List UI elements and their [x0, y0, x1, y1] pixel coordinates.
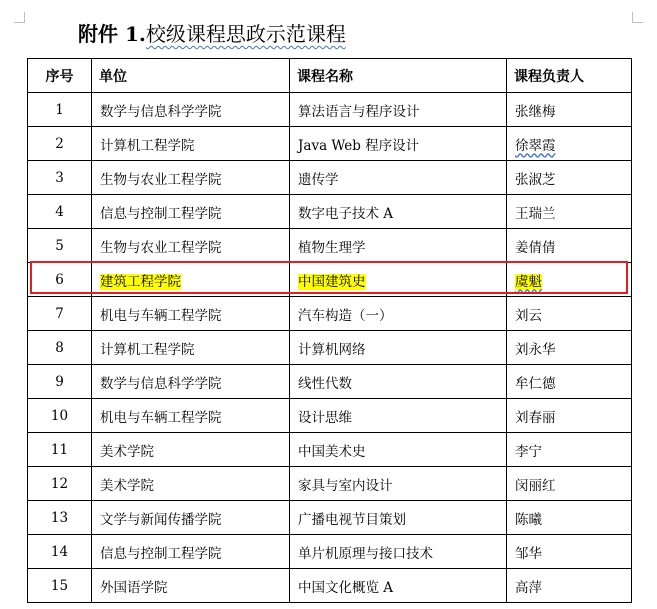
cell-lead	[507, 467, 632, 501]
table-row	[28, 331, 632, 365]
page-corner-mark-right	[632, 12, 643, 23]
cell-lead	[507, 161, 632, 195]
cell-lead-text: 刘云	[515, 307, 542, 324]
header-course: 课程名称	[290, 59, 507, 93]
cell-course-text: 遗传学	[298, 171, 339, 188]
cell-no	[28, 93, 92, 127]
cell-unit	[92, 433, 290, 467]
cell-course	[290, 365, 507, 399]
cell-lead-text: 牟仁德	[515, 375, 556, 392]
cell-lead-text: 邹华	[515, 545, 542, 562]
title-prefix: 附件 1.	[78, 22, 146, 46]
cell-lead	[507, 229, 632, 263]
cell-course-text: 线性代数	[298, 375, 352, 392]
cell-unit	[92, 297, 290, 331]
cell-course-text: 计算机网络	[298, 341, 366, 358]
cell-unit-text: 文学与新闻传播学院	[100, 511, 222, 528]
cell-no	[28, 161, 92, 195]
cell-lead	[507, 297, 632, 331]
cell-lead-text: 张继梅	[515, 103, 556, 120]
table-row	[28, 433, 632, 467]
cell-unit	[92, 93, 290, 127]
cell-course	[290, 93, 507, 127]
table-row	[28, 399, 632, 433]
cell-course	[290, 127, 507, 161]
table-row	[28, 365, 632, 399]
cell-lead-text: 徐翠霞	[515, 137, 556, 154]
table-row	[28, 195, 632, 229]
cell-unit-text: 生物与农业工程学院	[100, 239, 222, 256]
cell-course	[290, 501, 507, 535]
cell-no-text: 11	[50, 441, 69, 458]
cell-unit	[92, 127, 290, 161]
table-row	[28, 535, 632, 569]
cell-unit	[92, 501, 290, 535]
cell-unit-text: 外国语学院	[100, 579, 168, 596]
cell-no-text: 3	[55, 169, 64, 186]
table-row	[28, 263, 632, 297]
page-corner-mark-left	[14, 12, 25, 23]
header-lead: 课程负责人	[507, 59, 632, 93]
table-row	[28, 467, 632, 501]
cell-unit-text: 信息与控制工程学院	[100, 545, 222, 562]
cell-lead-text: 陈曦	[515, 511, 542, 528]
title-main: 校级课程思政示范课程	[145, 22, 346, 46]
table-row	[28, 501, 632, 535]
cell-lead-text: 王瑞兰	[515, 205, 556, 222]
table-row	[28, 127, 632, 161]
cell-course	[290, 331, 507, 365]
cell-lead	[507, 399, 632, 433]
cell-unit-text: 数学与信息科学学院	[100, 375, 222, 392]
cell-unit	[92, 569, 290, 603]
cell-course	[290, 229, 507, 263]
header-unit: 单位	[92, 59, 290, 93]
cell-unit-text: 数学与信息科学学院	[100, 103, 222, 120]
cell-course	[290, 569, 507, 603]
cell-no-text: 13	[50, 509, 69, 526]
cell-lead-text: 姜倩倩	[515, 239, 556, 256]
cell-no-text: 5	[55, 237, 64, 254]
cell-unit	[92, 535, 290, 569]
cell-course-text: 汽车构造（一）	[298, 307, 393, 324]
cell-unit	[92, 399, 290, 433]
cell-no-text: 4	[55, 203, 64, 220]
header-no: 序号	[28, 59, 92, 93]
cell-unit-text: 计算机工程学院	[100, 137, 195, 154]
table-header-row	[28, 59, 632, 93]
cell-unit-text: 机电与车辆工程学院	[100, 307, 222, 324]
cell-lead-text: 虞魁	[515, 273, 542, 290]
cell-course-text: 广播电视节目策划	[298, 511, 406, 528]
cell-no-text: 15	[50, 577, 69, 594]
cell-no	[28, 399, 92, 433]
document-title	[78, 20, 346, 48]
cell-unit	[92, 467, 290, 501]
cell-unit	[92, 263, 290, 297]
cell-no	[28, 569, 92, 603]
cell-course	[290, 161, 507, 195]
cell-course	[290, 297, 507, 331]
cell-lead	[507, 535, 632, 569]
cell-lead	[507, 93, 632, 127]
cell-no	[28, 535, 92, 569]
cell-lead	[507, 331, 632, 365]
cell-course-text: 算法语言与程序设计	[298, 103, 420, 120]
table-row	[28, 297, 632, 331]
cell-no	[28, 331, 92, 365]
cell-lead	[507, 263, 632, 297]
cell-course-text: 数字电子技术 A	[298, 205, 394, 222]
cell-course-text: 中国建筑史	[298, 273, 366, 290]
cell-no-text: 10	[50, 407, 69, 424]
cell-unit-text: 计算机工程学院	[100, 341, 195, 358]
cell-no	[28, 297, 92, 331]
cell-unit-text: 信息与控制工程学院	[100, 205, 222, 222]
cell-no	[28, 229, 92, 263]
cell-no	[28, 127, 92, 161]
cell-course	[290, 535, 507, 569]
cell-unit	[92, 229, 290, 263]
cell-no-text: 14	[50, 543, 69, 560]
cell-course	[290, 399, 507, 433]
cell-unit-text: 生物与农业工程学院	[100, 171, 222, 188]
cell-unit-text: 美术学院	[100, 443, 154, 460]
cell-lead-text: 刘永华	[515, 341, 556, 358]
table-row	[28, 229, 632, 263]
cell-lead-text: 张淑芝	[515, 171, 556, 188]
cell-unit	[92, 161, 290, 195]
cell-course-text: 中国文化概览 A	[298, 579, 394, 596]
cell-course	[290, 263, 507, 297]
cell-course-text: 单片机原理与接口技术	[298, 545, 433, 562]
cell-unit-text: 机电与车辆工程学院	[100, 409, 222, 426]
cell-no	[28, 263, 92, 297]
cell-lead	[507, 127, 632, 161]
cell-lead-text: 李宁	[515, 443, 542, 460]
cell-no	[28, 467, 92, 501]
cell-lead	[507, 365, 632, 399]
cell-course-text: 设计思维	[298, 409, 352, 426]
cell-lead	[507, 501, 632, 535]
cell-no-text: 9	[55, 373, 64, 390]
cell-lead	[507, 433, 632, 467]
course-table	[27, 58, 632, 603]
cell-lead	[507, 195, 632, 229]
cell-course-text: 中国美术史	[298, 443, 366, 460]
cell-no-text: 2	[55, 135, 64, 152]
cell-no	[28, 433, 92, 467]
table-row	[28, 93, 632, 127]
cell-unit	[92, 365, 290, 399]
cell-lead-text: 闵丽红	[515, 477, 556, 494]
cell-unit	[92, 331, 290, 365]
cell-course	[290, 467, 507, 501]
cell-course	[290, 195, 507, 229]
cell-no-text: 1	[55, 101, 64, 118]
cell-course	[290, 433, 507, 467]
cell-no	[28, 501, 92, 535]
table-body	[28, 93, 632, 603]
cell-no	[28, 365, 92, 399]
cell-no-text: 12	[50, 475, 69, 492]
cell-course-text: Java Web 程序设计	[298, 137, 420, 154]
table-row	[28, 161, 632, 195]
cell-unit-text: 建筑工程学院	[100, 273, 181, 290]
cell-course-text: 家具与室内设计	[298, 477, 393, 494]
cell-course-text: 植物生理学	[298, 239, 366, 256]
cell-no-text: 8	[55, 339, 64, 356]
cell-unit-text: 美术学院	[100, 477, 154, 494]
cell-no-text: 7	[55, 305, 64, 322]
cell-lead-text: 刘春丽	[515, 409, 556, 426]
cell-no	[28, 195, 92, 229]
cell-lead-text: 高萍	[515, 579, 542, 596]
cell-lead	[507, 569, 632, 603]
cell-no-text: 6	[55, 271, 64, 288]
table-row	[28, 569, 632, 603]
cell-unit	[92, 195, 290, 229]
